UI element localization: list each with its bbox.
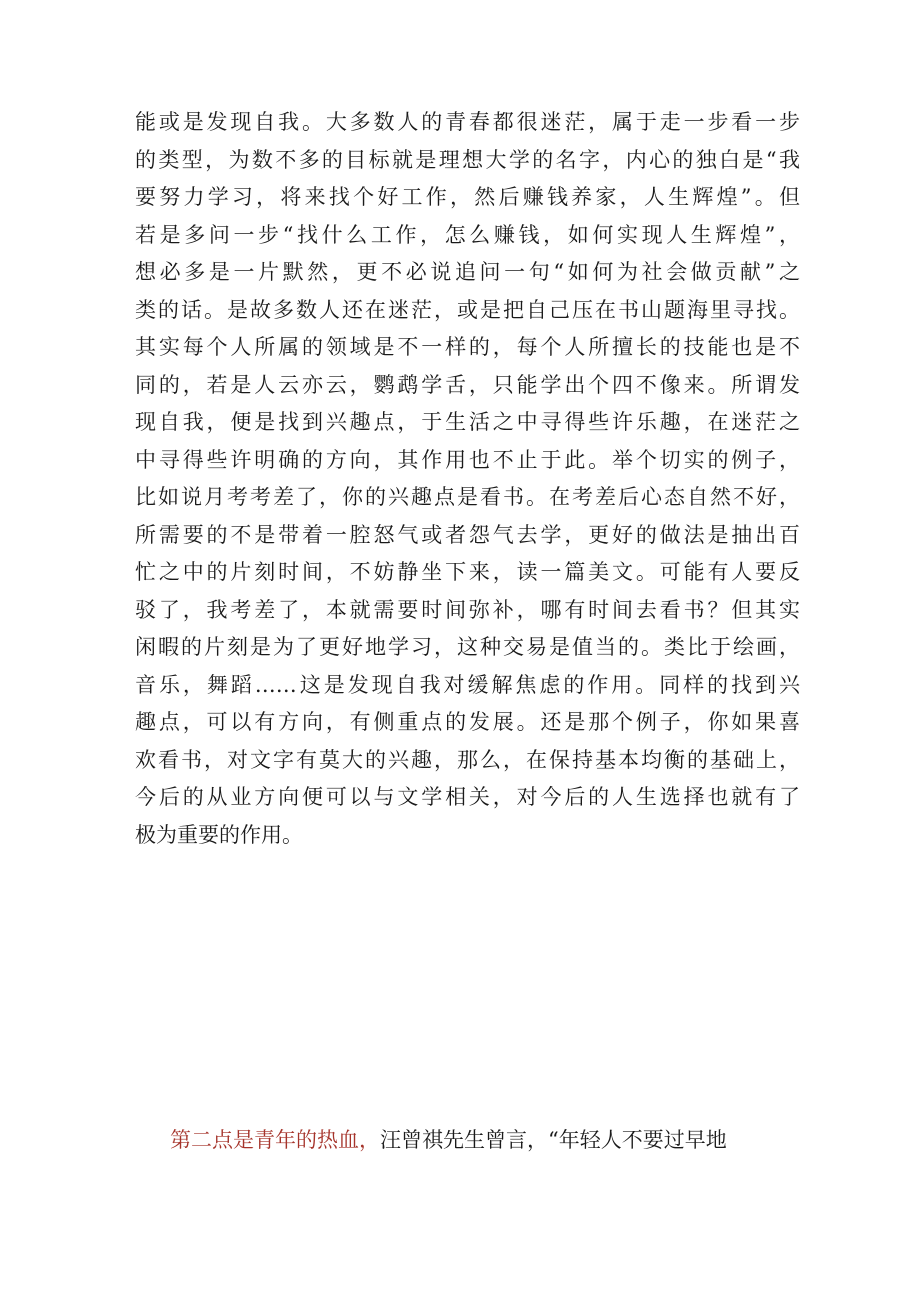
- text-line: 趣点，可以有方向，有侧重点的发展。还是那个例子，你如果喜: [135, 710, 800, 734]
- text-line: 其实每个人所属的领域是不一样的，每个人所擅长的技能也是不: [135, 335, 800, 359]
- text-line: 欢看书，对文字有莫大的兴趣，那么，在保持基本均衡的基础上，: [135, 747, 800, 772]
- text-line: 所需要的不是带着一腔怒气或者怨气去学，更好的做法是抽出百: [135, 522, 800, 547]
- text-line: 想必多是一片默然，更不必说追问一句“如何为社会做贡献”之: [135, 260, 800, 284]
- text-line: 驳了，我考差了，本就需要时间弥补，哪有时间去看书？但其实: [135, 597, 800, 622]
- section-heading-highlight: 第二点是青年的热血，: [170, 1128, 380, 1152]
- text-line: 要努力学习，将来找个好工作，然后赚钱养家，人生辉煌”。但: [135, 185, 800, 209]
- text-line: 现自我，便是找到兴趣点，于生活之中寻得些许乐趣，在迷茫之: [135, 410, 800, 434]
- text-line: 同的，若是人云亦云，鹦鹉学舌，只能学出个四不像来。所谓发: [135, 372, 800, 397]
- body-paragraph: [135, 104, 800, 854]
- text-line: 忙之中的片刻时间，不妨静坐下来，读一篇美文。可能有人要反: [135, 560, 800, 584]
- second-paragraph: [170, 1122, 800, 1160]
- text-line: 比如说月考考差了，你的兴趣点是看书。在考差后心态自然不好，: [135, 485, 800, 509]
- text-line-last: 极为重要的作用。: [135, 822, 303, 847]
- second-paragraph-text: 汪曾祺先生曾言，“年轻人不要过早地: [380, 1128, 727, 1152]
- text-line: 今后的从业方向便可以与文学相关，对今后的人生选择也就有了: [135, 785, 800, 809]
- text-line: 音乐，舞蹈……这是发现自我对缓解焦虑的作用。同样的找到兴: [135, 672, 800, 697]
- text-line: 闲暇的片刻是为了更好地学习，这种交易是值当的。类比于绘画，: [135, 635, 800, 659]
- text-line: 类的话。是故多数人还在迷茫，或是把自己压在书山题海里寻找。: [135, 297, 800, 322]
- text-line: 的类型，为数不多的目标就是理想大学的名字，内心的独白是“我: [135, 147, 800, 172]
- text-line: 若是多问一步“找什么工作，怎么赚钱，如何实现人生辉煌”，: [135, 222, 800, 247]
- text-line: 中寻得些许明确的方向，其作用也不止于此。举个切实的例子，: [135, 447, 800, 472]
- text-line: 能或是发现自我。大多数人的青春都很迷茫，属于走一步看一步: [135, 110, 800, 134]
